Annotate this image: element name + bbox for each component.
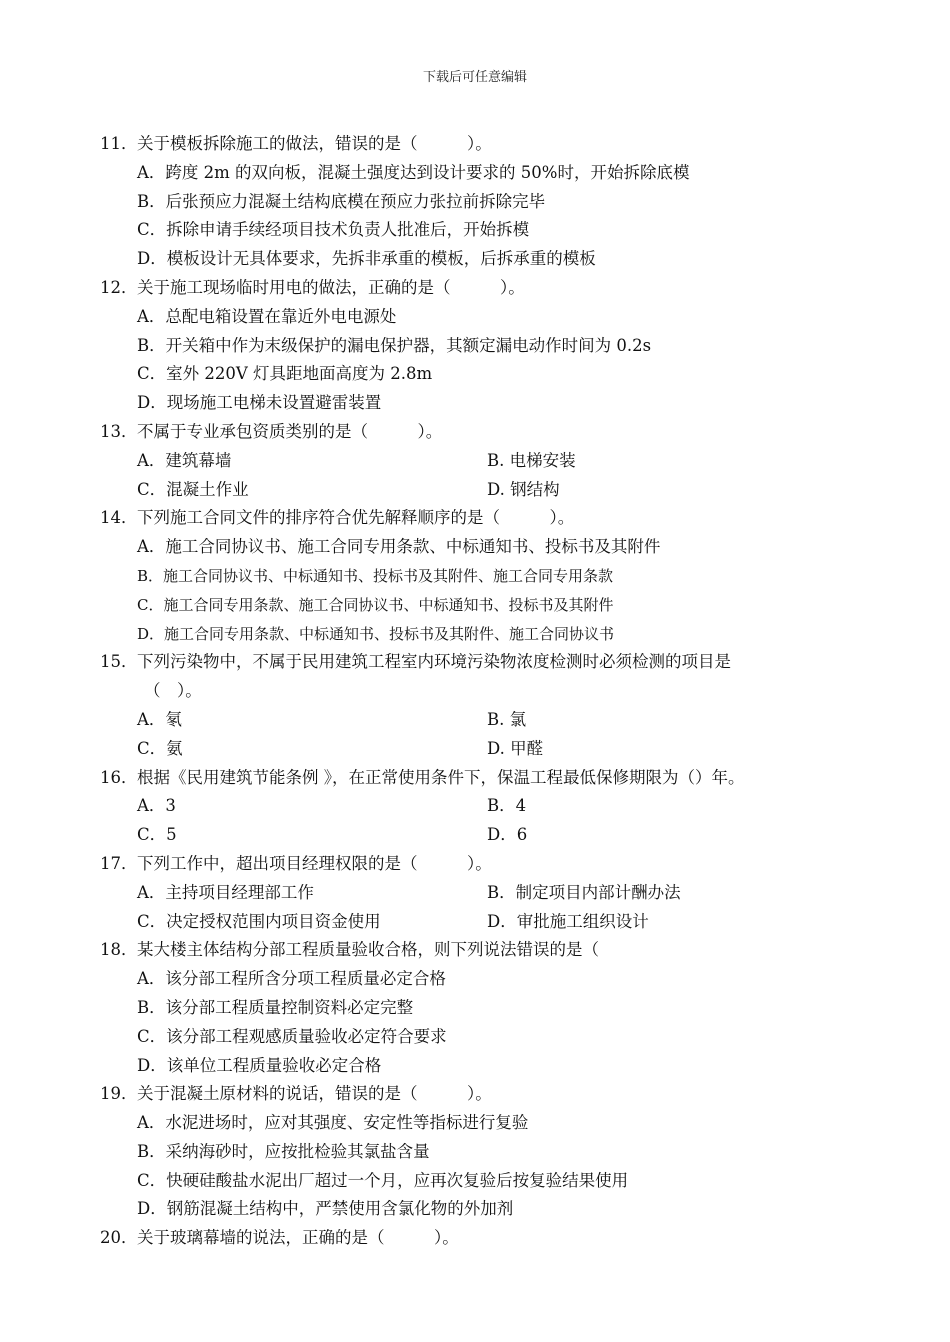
q19-option-d: D．钢筋混凝土结构中，严禁使用含氯化物的外加剂 xyxy=(137,1199,514,1219)
q15-option-row-2 xyxy=(0,735,950,764)
q13-option-b: B. 电梯安装 xyxy=(487,450,576,470)
q13-option-row-1 xyxy=(0,447,950,476)
q11-option-a: A．跨度 2m 的双向板，混凝土强度达到设计要求的 50%时，开始拆除底模 xyxy=(137,162,690,182)
question-text: 关于模板拆除施工的做法，错误的是（ ）。 xyxy=(137,134,492,153)
q14-option-d: D．施工合同专用条款、中标通知书、投标书及其附件、施工合同协议书 xyxy=(137,624,615,643)
question-number: 17． xyxy=(100,853,138,873)
question-text: 下列污染物中，不属于民用建筑工程室内环境污染物浓度检测时必须检测的项目是 xyxy=(137,652,731,672)
q17-option-d: D．审批施工组织设计 xyxy=(487,911,649,931)
question-15-stem xyxy=(0,648,950,677)
q19-option-b: B．采纳海砂时，应按批检验其氯盐含量 xyxy=(137,1141,430,1161)
question-number: 16． xyxy=(100,767,138,787)
q16-option-a: A．3 xyxy=(137,796,176,816)
q15-option-a: A．氡 xyxy=(137,709,182,729)
question-text: 下列工作中，超出项目经理权限的是（ ）。 xyxy=(137,853,492,873)
question-18-stem xyxy=(0,936,950,965)
question-number: 12． xyxy=(100,277,138,297)
q15-option-row-1 xyxy=(0,706,950,735)
q18-option-a: A．该分部工程所含分项工程质量必定合格 xyxy=(137,969,446,989)
question-number: 20． xyxy=(100,1228,138,1248)
question-number: 19． xyxy=(100,1084,138,1104)
question-16-stem xyxy=(0,764,950,793)
question-number: 14． xyxy=(100,508,138,528)
q13-option-row-2 xyxy=(0,476,950,505)
q12-option-b: B．开关箱中作为末级保护的漏电保护器，其额定漏电动作时间为 0.2s xyxy=(137,335,652,355)
q14-option-a: A．施工合同协议书、施工合同专用条款、中标通知书、投标书及其附件 xyxy=(137,537,661,557)
q15-option-c: C．氨 xyxy=(137,738,183,758)
q16-option-b: B．4 xyxy=(487,796,527,816)
question-list xyxy=(0,130,950,1253)
q11-option-b: B．后张预应力混凝土结构底模在预应力张拉前拆除完毕 xyxy=(137,191,546,211)
question-14-stem xyxy=(0,504,950,533)
question-text: 关于施工现场临时用电的做法，正确的是（ ）。 xyxy=(137,277,525,297)
q16-option-row-2 xyxy=(0,821,950,850)
q18-option-d: D．该单位工程质量验收必定合格 xyxy=(137,1055,382,1075)
question-13-stem xyxy=(0,418,950,447)
question-text: 某大楼主体结构分部工程质量验收合格，则下列说法错误的是（ xyxy=(137,940,599,960)
question-17-stem xyxy=(0,850,950,879)
q18-option-b: B．该分部工程质量控制资料必定完整 xyxy=(137,997,414,1017)
q16-option-c: C．5 xyxy=(137,825,177,845)
q15-option-d: D. 甲醛 xyxy=(487,738,544,758)
q17-option-row-2 xyxy=(0,908,950,937)
q11-option-d: D．模板设计无具体要求，先拆非承重的模板，后拆承重的模板 xyxy=(137,249,596,269)
question-text: 关于混凝土原材料的说话，错误的是（ ）。 xyxy=(137,1084,492,1104)
question-11-stem xyxy=(0,130,950,159)
question-number: 18． xyxy=(100,940,138,960)
question-15-stem-continued: （ ）。 xyxy=(144,681,202,701)
question-text: 不属于专业承包资质类别的是（ ）。 xyxy=(137,421,443,441)
q12-option-d: D．现场施工电梯未设置避雷装置 xyxy=(137,393,382,413)
q13-option-d: D. 钢结构 xyxy=(487,479,560,499)
question-20-stem xyxy=(0,1224,950,1253)
question-text: 根据《民用建筑节能条例 》，在正常使用条件下，保温工程最低保修期限为（）年。 xyxy=(137,767,745,787)
q14-option-c: C．施工合同专用条款、施工合同协议书、中标通知书、投标书及其附件 xyxy=(137,595,614,614)
q13-option-a: A．建筑幕墙 xyxy=(137,450,232,470)
question-number: 11． xyxy=(100,134,138,153)
q18-option-c: C．该分部工程观感质量验收必定符合要求 xyxy=(137,1026,447,1046)
q16-option-row-1 xyxy=(0,792,950,821)
q17-option-a: A．主持项目经理部工作 xyxy=(137,882,314,902)
q12-option-c: C．室外 220V 灯具距地面高度为 2.8m xyxy=(137,364,433,384)
q16-option-d: D．6 xyxy=(487,825,528,845)
question-number: 15． xyxy=(100,652,138,672)
question-text: 下列施工合同文件的排序符合优先解释顺序的是（ ）。 xyxy=(137,508,575,528)
q19-option-a: A．水泥进场时，应对其强度、安定性等指标进行复验 xyxy=(137,1113,529,1133)
question-19-stem xyxy=(0,1080,950,1109)
q11-option-c: C．拆除申请手续经项目技术负责人批准后，开始拆模 xyxy=(137,220,530,240)
q19-option-c: C．快硬硅酸盐水泥出厂超过一个月，应再次复验后按复验结果使用 xyxy=(137,1170,629,1190)
q15-option-b: B. 氯 xyxy=(487,709,527,729)
q12-option-a: A．总配电箱设置在靠近外电电源处 xyxy=(137,306,397,326)
q14-option-b: B．施工合同协议书、中标通知书、投标书及其附件、施工合同专用条款 xyxy=(137,566,614,585)
q17-option-c: C．决定授权范围内项目资金使用 xyxy=(137,911,381,931)
q17-option-row-1 xyxy=(0,879,950,908)
q13-option-c: C．混凝土作业 xyxy=(137,479,249,499)
question-number: 13． xyxy=(100,421,138,441)
question-12-stem xyxy=(0,274,950,303)
page-header: 下载后可任意编辑 xyxy=(422,70,527,85)
question-text: 关于玻璃幕墙的说法，正确的是（ ）。 xyxy=(137,1228,459,1248)
q17-option-b: B．制定项目内部计酬办法 xyxy=(487,882,681,902)
